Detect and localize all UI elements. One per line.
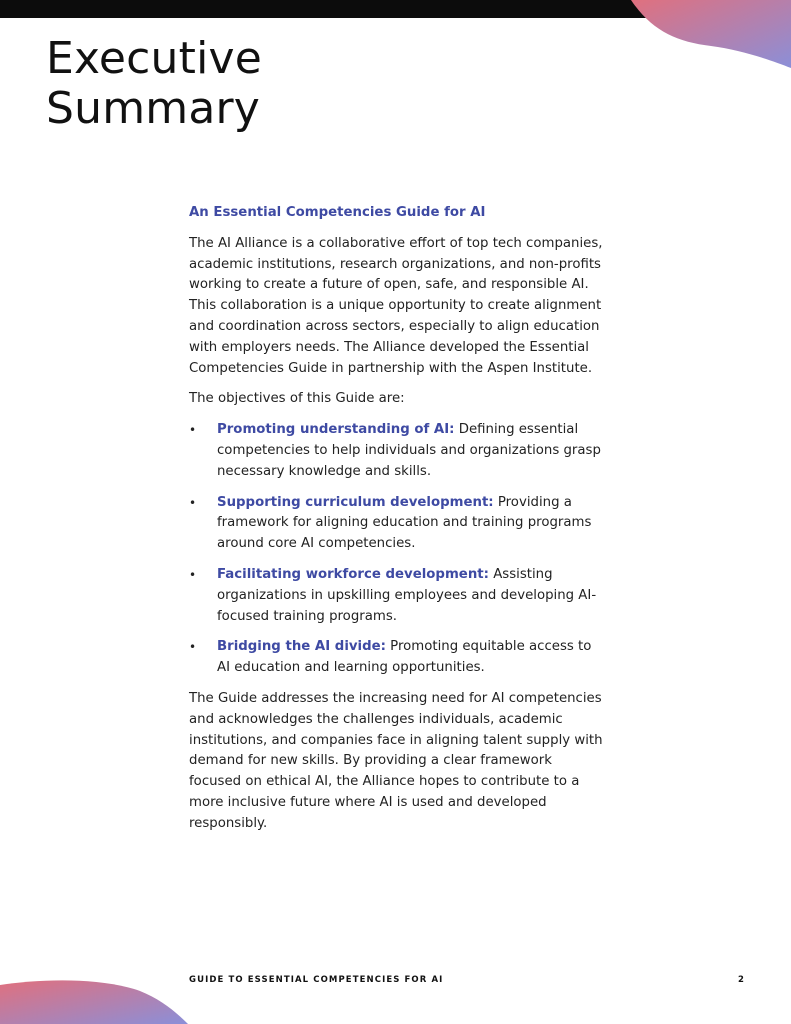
objective-label: Bridging the AI divide: (217, 639, 386, 655)
bullet-icon: • (189, 640, 197, 655)
list-item (189, 565, 605, 627)
bullet-icon: • (189, 495, 197, 510)
objective-text: Assisting organizations in upskilling employees and developing AI-focused training programs. (217, 566, 597, 624)
footer-title: GUIDE TO ESSENTIAL COMPETENCIES FOR AI (189, 975, 444, 985)
list-item (189, 637, 605, 679)
objectives-list (189, 420, 605, 679)
closing-paragraph: The Guide addresses the increasing need for AI competencies and acknowledges the challenges individuals, academic institutions, and companies face in aligning talent supply with demand for new skills. By providing a clear framework focused on ethical AI, the Alliance hopes to contribute to a more inclusive future where AI is used and developed responsibly. (189, 690, 603, 831)
decorative-gradient-blob-bottom (0, 979, 190, 1024)
section-heading: An Essential Competencies Guide for AI (189, 205, 486, 220)
objective-label: Promoting understanding of AI: (217, 422, 455, 438)
objective-text: Defining essential competencies to help individuals and organizations grasp necessary knowledge and skills. (217, 422, 601, 479)
objective-text: Providing a framework for aligning education and training programs around core AI competencies. (217, 494, 592, 552)
decorative-gradient-blob-top (621, 0, 791, 70)
bullet-icon: • (189, 567, 197, 582)
main-content (189, 203, 605, 845)
intro-paragraph: The AI Alliance is a collaborative effort of top tech companies, academic institutions, research organizations, and non-profits working to create a future of open, safe, and responsible AI. This collaboration is a unique opportunity to create alignment and coordination across sectors, especially to align education with employers needs. The Alliance developed the Essential Competencies Guide in partnership with the Aspen Institute. (189, 235, 603, 376)
bullet-icon: • (189, 423, 197, 438)
objectives-lead: The objectives of this Guide are: (189, 391, 405, 407)
page-number: 2 (738, 975, 744, 985)
page-title-line-1: Executive (46, 33, 263, 84)
page-title (46, 34, 262, 134)
objective-label: Facilitating workforce development: (217, 566, 489, 582)
objective-text: Promoting equitable access to AI education and learning opportunities. (217, 639, 592, 676)
list-item (189, 420, 605, 482)
list-item (189, 493, 605, 555)
page-title-line-2: Summary (46, 83, 261, 134)
objective-label: Supporting curriculum development: (217, 494, 494, 510)
